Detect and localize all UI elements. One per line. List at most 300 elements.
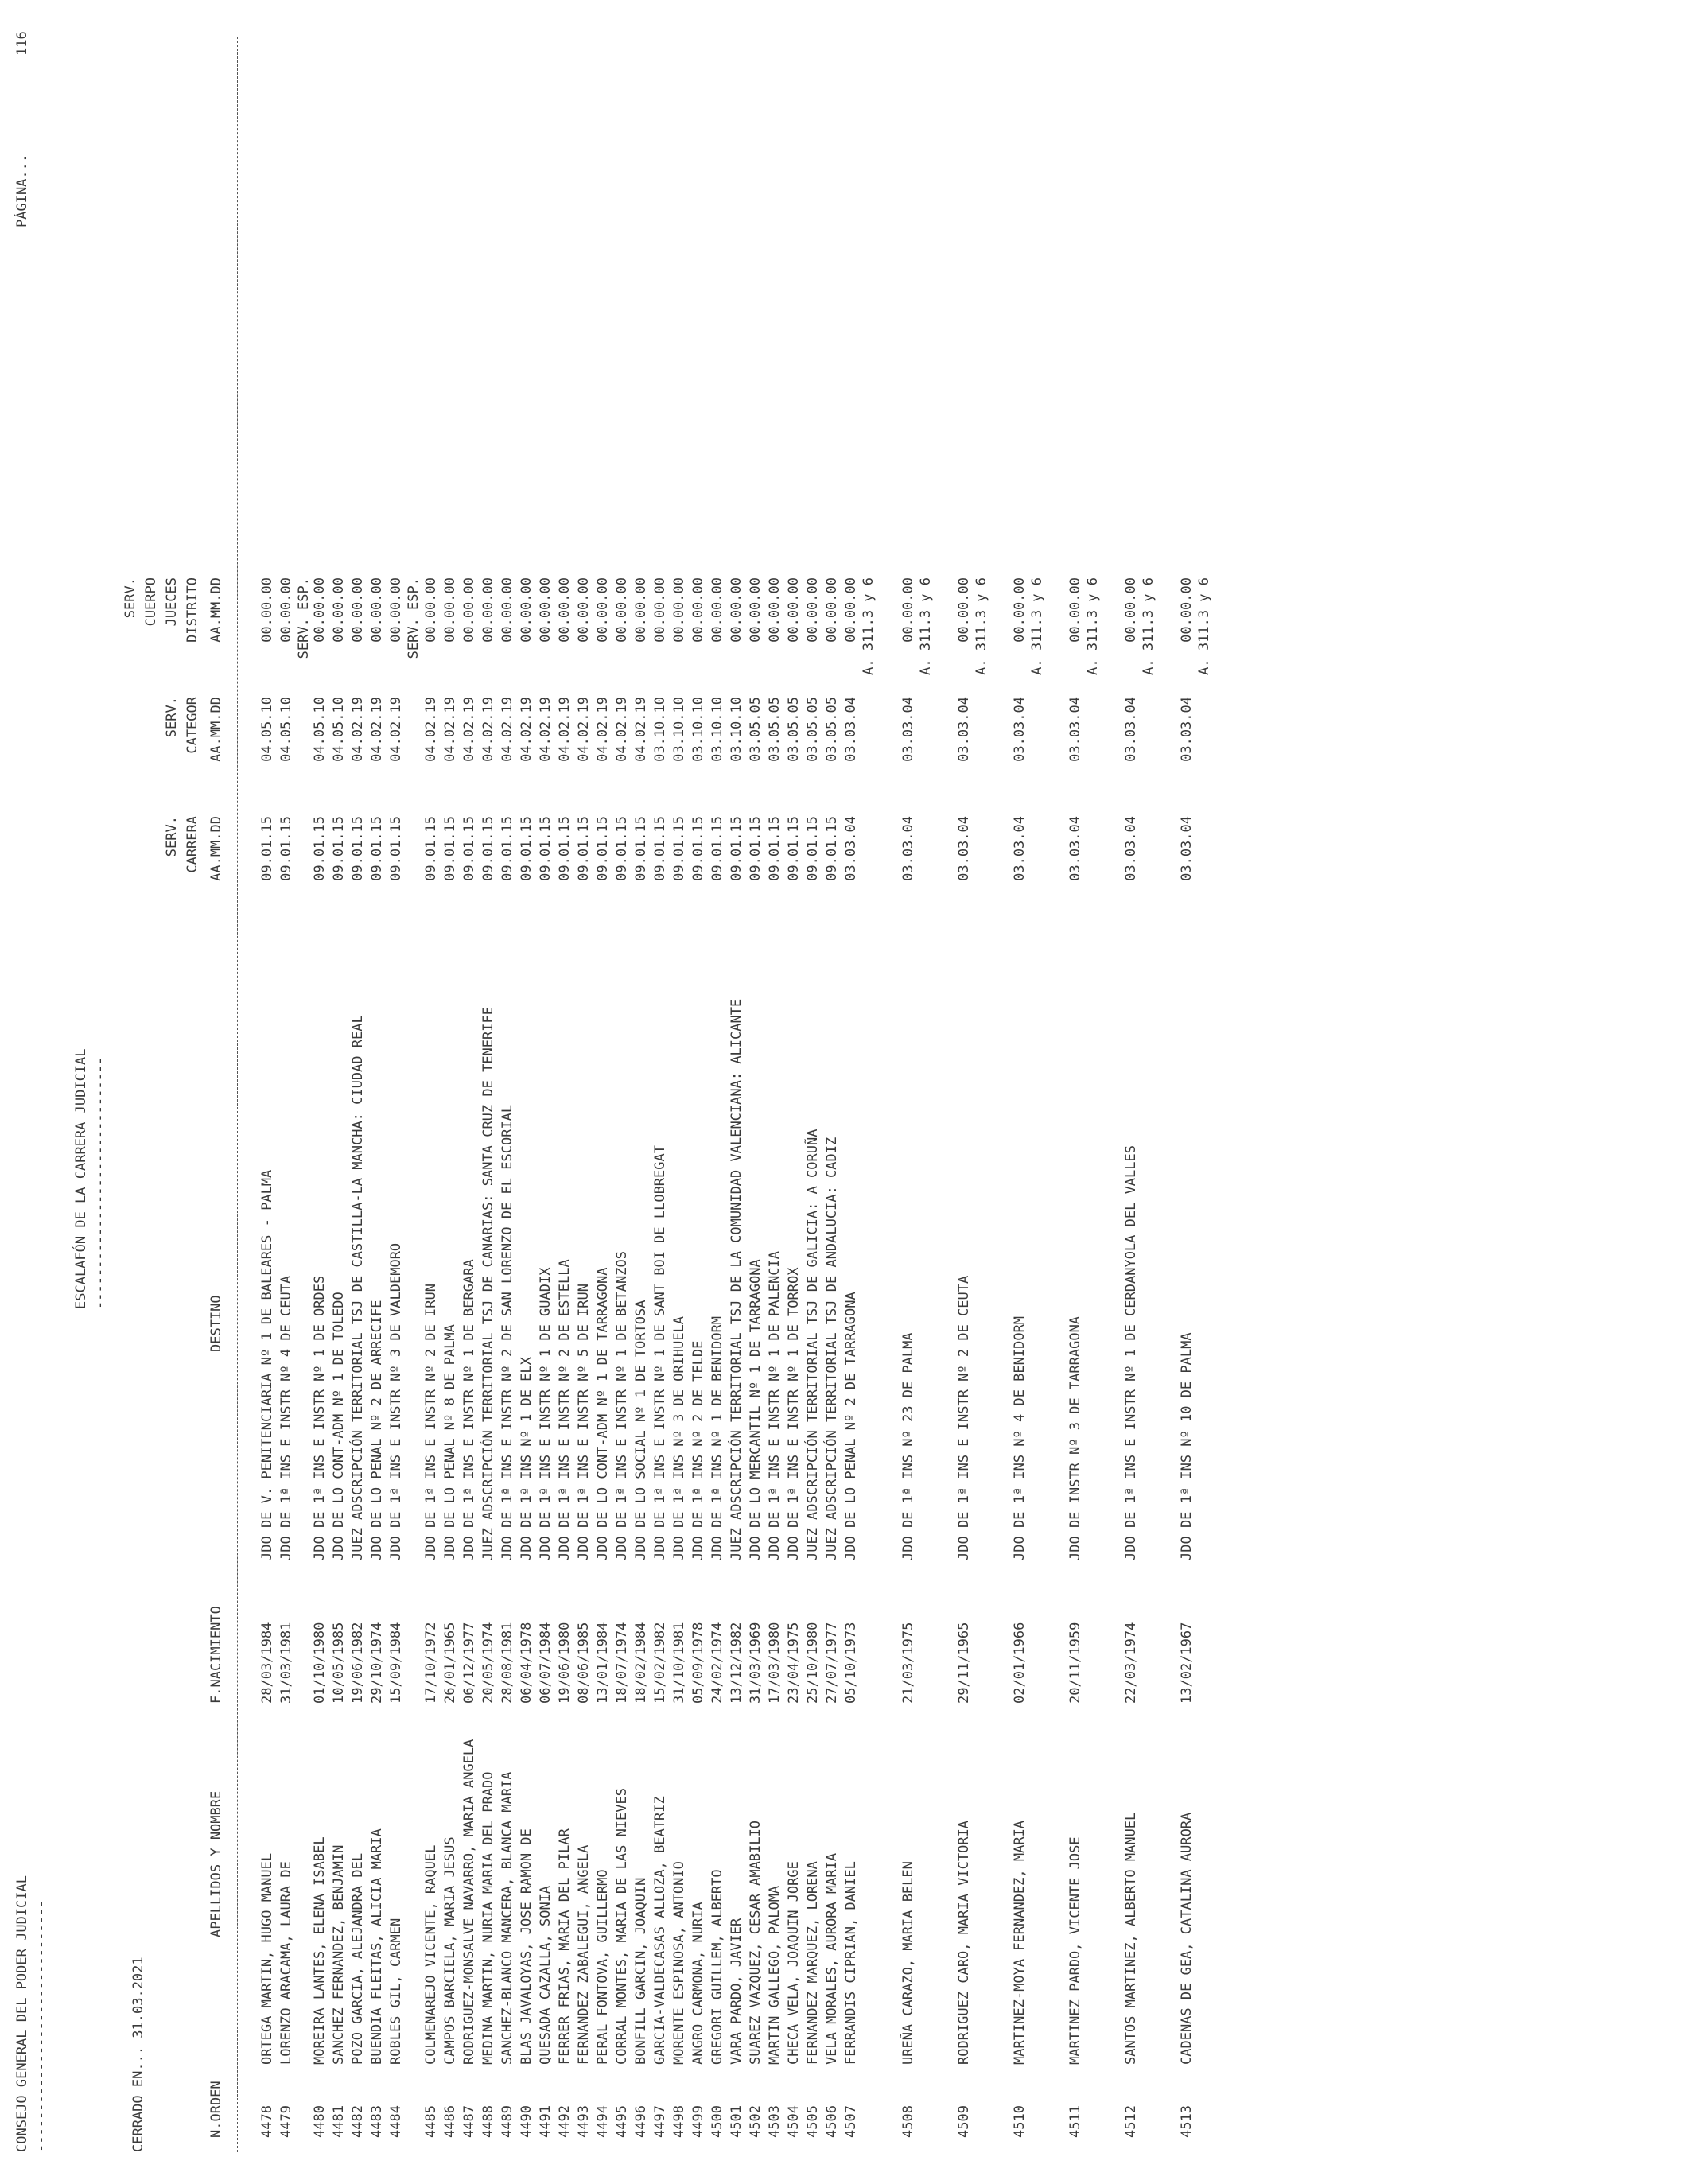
cell-dis: 00.00.00 [1179, 577, 1195, 643]
cell-dest: JDO DE LO CONT-ADM Nº 1 DE TOLEDO [331, 1292, 347, 1560]
cell-name: COLMENAREJO VICENTE, RAQUEL [423, 1844, 439, 2065]
cell-car: 09.01.15 [805, 816, 821, 881]
col-car-line2: CARRERA [185, 816, 200, 873]
cell-cat: 03.03.04 [843, 697, 859, 762]
cell-n: 4499 [690, 2105, 706, 2138]
cell-dest: JDO DE 1ª INS Nº 4 DE BENIDORM [1012, 1315, 1028, 1560]
cell-cat: 04.02.19 [461, 697, 477, 762]
cell-dest: JDO DE V. PENITENCIARIA Nº 1 DE BALEARES - PALMA [259, 1169, 275, 1560]
cell-cat: 03.03.04 [1067, 697, 1083, 762]
cell-dest: JDO DE 1ª INS Nº 3 DE ORIHUELA [671, 1315, 687, 1560]
cell-dis: 00.00.00 [767, 577, 783, 643]
cell-name: MARTINEZ-MOYA FERNANDEZ, MARIA [1012, 1820, 1028, 2065]
cell-dis: 00.00.00 [461, 577, 477, 643]
cell-dest: JDO DE 1ª INS E INSTR Nº 1 DE BERGARA [461, 1259, 477, 1560]
row-note: SERV. ESP. [296, 577, 312, 659]
cell-n: 4487 [461, 2105, 477, 2138]
cell-car: 09.01.15 [576, 816, 592, 881]
row-note: A. 311.3 y 6 [974, 577, 989, 675]
table-row [442, 0, 458, 2184]
cell-dest: JDO DE 1ª INS E INSTR Nº 3 DE VALDEMORO [388, 1242, 404, 1560]
cell-birth: 31/03/1981 [278, 1622, 294, 1704]
cell-dest: JUEZ ADSCRIPCIÓN TERRITORIAL TSJ DE CASTILLA-LA MANCHA: CIUDAD REAL [350, 1015, 366, 1560]
col-car-line3: AA.MM.DD [208, 816, 224, 881]
cell-cat: 03.03.04 [956, 697, 972, 762]
table-row [312, 0, 328, 2184]
cell-name: QUESADA CAZALLA, SONIA [538, 1885, 554, 2065]
cell-n: 4503 [767, 2105, 783, 2138]
cell-car: 09.01.15 [767, 816, 783, 881]
cell-dest: JDO DE LO PENAL Nº 2 DE ARRECIFE [369, 1300, 385, 1560]
cell-name: RODRIGUEZ-MONSALVE NAVARRO, MARIA ANGELA [461, 1739, 477, 2065]
cell-n: 4491 [538, 2105, 554, 2138]
cell-n: 4509 [956, 2105, 972, 2138]
org-underline: ------------------------------- [33, 1899, 49, 2152]
cell-dis: 00.00.00 [312, 577, 328, 643]
cell-birth: 02/01/1966 [1012, 1622, 1028, 1704]
cell-n: 4493 [576, 2105, 592, 2138]
table-row [671, 0, 687, 2184]
cell-car: 09.01.15 [786, 816, 802, 881]
cell-n: 4512 [1123, 2105, 1139, 2138]
cell-birth: 15/02/1982 [652, 1622, 668, 1704]
cell-birth: 08/06/1985 [576, 1622, 592, 1704]
cell-name: FERRER FRIAS, MARIA DEL PILAR [557, 1828, 573, 2065]
cell-n: 4505 [805, 2105, 821, 2138]
col-car-line1: SERV. [164, 816, 180, 857]
cell-dis: 00.00.00 [690, 577, 706, 643]
cell-dis: 00.00.00 [843, 577, 859, 643]
cell-cat: 04.05.10 [312, 697, 328, 762]
cell-car: 09.01.15 [729, 816, 744, 881]
cell-name: VARA PARDO, JAVIER [729, 1918, 744, 2065]
cell-dest: JDO DE 1ª INS E INSTR Nº 4 DE CEUTA [278, 1275, 294, 1560]
cell-cat: 03.10.10 [709, 697, 725, 762]
cell-cat: 03.10.10 [729, 697, 744, 762]
cell-dis: 00.00.00 [824, 577, 840, 643]
cell-cat: 03.05.05 [824, 697, 840, 762]
cell-car: 09.01.15 [312, 816, 328, 881]
cell-n: 4480 [312, 2105, 328, 2138]
cell-n: 4501 [729, 2105, 744, 2138]
cell-car: 09.01.15 [538, 816, 554, 881]
cell-birth: 21/03/1975 [900, 1622, 916, 1704]
cell-dis: 00.00.00 [900, 577, 916, 643]
page-number: 116 [14, 31, 30, 56]
cell-dis: 00.00.00 [369, 577, 385, 643]
cell-birth: 06/07/1984 [538, 1622, 554, 1704]
col-dis-line3: DISTRITO [185, 577, 200, 643]
cell-dest: JDO DE 1ª INS E INSTR Nº 1 DE CERDANYOLA DEL VALLES [1123, 1145, 1139, 1560]
cell-cat: 04.02.19 [614, 697, 630, 762]
cell-birth: 24/02/1974 [709, 1622, 725, 1704]
cell-dis: 00.00.00 [805, 577, 821, 643]
cell-dis: 00.00.00 [500, 577, 515, 643]
cell-dis: 00.00.00 [652, 577, 668, 643]
table-row [480, 0, 496, 2184]
cell-dest: JDO DE LO SOCIAL Nº 1 DE TORTOSA [633, 1300, 649, 1560]
cell-cat: 03.10.10 [690, 697, 706, 762]
table-row [824, 0, 840, 2184]
table-row [576, 0, 592, 2184]
cell-dis: 00.00.00 [1067, 577, 1083, 643]
cell-n: 4495 [614, 2105, 630, 2138]
cell-n: 4513 [1179, 2105, 1195, 2138]
cell-car: 03.03.04 [1179, 816, 1195, 881]
cell-car: 09.01.15 [671, 816, 687, 881]
cell-birth: 26/01/1965 [442, 1622, 458, 1704]
cell-name: MEDINA MARTIN, NURIA MARIA DEL PRADO [480, 1771, 496, 2065]
table-row [690, 0, 706, 2184]
col-cat-line3: AA.MM.DD [208, 697, 224, 762]
cell-dis: 00.00.00 [519, 577, 535, 643]
table-row [461, 0, 477, 2184]
cell-n: 4496 [633, 2105, 649, 2138]
page-label: PÁGINA... [14, 154, 30, 227]
cell-birth: 31/03/1969 [748, 1622, 764, 1704]
cell-car: 09.01.15 [614, 816, 630, 881]
table-row [595, 0, 611, 2184]
cell-dis: 00.00.00 [538, 577, 554, 643]
table-row [1123, 0, 1139, 2184]
cell-birth: 10/05/1985 [331, 1622, 347, 1704]
cell-car: 03.03.04 [843, 816, 859, 881]
col-cat-line2: CATEGOR [185, 697, 200, 754]
cell-dest: JDO DE 1ª INS E INSTR Nº 1 DE GUADIX [538, 1267, 554, 1560]
cell-name: SUAREZ VAZQUEZ, CESAR AMABILIO [748, 1820, 764, 2065]
table-row [767, 0, 783, 2184]
cell-car: 03.03.04 [1067, 816, 1083, 881]
cell-n: 4497 [652, 2105, 668, 2138]
table-row [786, 0, 802, 2184]
cell-dest: JUEZ ADSCRIPCIÓN TERRITORIAL TSJ DE GALICIA: A CORUÑA [805, 1129, 821, 1560]
cell-dest: JUEZ ADSCRIPCIÓN TERRITORIAL TSJ DE CANARIAS: SANTA CRUZ DE TENERIFE [480, 1007, 496, 1560]
cell-dis: 00.00.00 [259, 577, 275, 643]
cell-dis: 00.00.00 [423, 577, 439, 643]
cell-dest: JDO DE LO PENAL Nº 2 DE TARRAGONA [843, 1292, 859, 1560]
cell-n: 4486 [442, 2105, 458, 2138]
cell-birth: 29/11/1965 [956, 1622, 972, 1704]
cell-dis: 00.00.00 [278, 577, 294, 643]
cell-dis: 00.00.00 [786, 577, 802, 643]
cell-cat: 03.05.05 [805, 697, 821, 762]
cell-name: BUENDIA FLEITAS, ALICIA MARIA [369, 1828, 385, 2065]
cell-name: MARTINEZ PARDO, VICENTE JOSE [1067, 1836, 1083, 2065]
cell-n: 4483 [369, 2105, 385, 2138]
cell-name: SANTOS MARTINEZ, ALBERTO MANUEL [1123, 1812, 1139, 2065]
table-row [331, 0, 347, 2184]
cell-dest: JDO DE LO PENAL Nº 8 DE PALMA [442, 1324, 458, 1560]
cell-cat: 04.02.19 [633, 697, 649, 762]
table-row [805, 0, 821, 2184]
cell-cat: 04.02.19 [423, 697, 439, 762]
cell-n: 4478 [259, 2105, 275, 2138]
cell-car: 09.01.15 [480, 816, 496, 881]
cell-dis: 00.00.00 [956, 577, 972, 643]
cell-dest: JDO DE 1ª INS Nº 2 DE TELDE [690, 1340, 706, 1560]
cell-name: CADENAS DE GEA, CATALINA AURORA [1179, 1812, 1195, 2065]
cell-birth: 06/12/1977 [461, 1622, 477, 1704]
cell-n: 4498 [671, 2105, 687, 2138]
cell-car: 09.01.15 [388, 816, 404, 881]
cell-dest: JDO DE 1ª INS E INSTR Nº 1 DE TORROX [786, 1267, 802, 1560]
cell-dis: 00.00.00 [748, 577, 764, 643]
table-row [956, 0, 972, 2184]
page-title: ESCALAFÓN DE LA CARRERA JUDICIAL [73, 1048, 89, 1309]
cell-n: 4506 [824, 2105, 840, 2138]
cell-dest: JDO DE LO CONT-ADM Nº 1 DE TARRAGONA [595, 1267, 611, 1560]
cell-cat: 03.03.04 [900, 697, 916, 762]
cell-birth: 05/09/1978 [690, 1622, 706, 1704]
table-row [843, 0, 859, 2184]
cell-name: FERNANDEZ ZABALEGUI, ANGELA [576, 1844, 592, 2065]
cell-dest: JDO DE 1ª INS Nº 1 DE ELX [519, 1357, 535, 1560]
cell-car: 09.01.15 [259, 816, 275, 881]
cell-birth: 27/07/1977 [824, 1622, 840, 1704]
cell-cat: 03.05.05 [786, 697, 802, 762]
cell-cat: 04.05.10 [259, 697, 275, 762]
cell-n: 4511 [1067, 2105, 1083, 2138]
cell-birth: 29/10/1974 [369, 1622, 385, 1704]
cell-car: 09.01.15 [709, 816, 725, 881]
cell-car: 03.03.04 [1012, 816, 1028, 881]
table-row [519, 0, 535, 2184]
cell-cat: 03.10.10 [671, 697, 687, 762]
title-underline: ------------------------------- [92, 1056, 108, 1309]
cell-name: FERNANDEZ MARQUEZ, LORENA [805, 1861, 821, 2065]
cell-n: 4510 [1012, 2105, 1028, 2138]
cell-n: 4494 [595, 2105, 611, 2138]
cell-n: 4507 [843, 2105, 859, 2138]
cell-n: 4508 [900, 2105, 916, 2138]
cell-dis: 00.00.00 [350, 577, 366, 643]
table-row [423, 0, 439, 2184]
cell-cat: 04.02.19 [519, 697, 535, 762]
cell-name: ANGRO CARMONA, NURIA [690, 1902, 706, 2065]
cell-dis: 00.00.00 [1123, 577, 1139, 643]
cell-birth: 23/04/1975 [786, 1622, 802, 1704]
cell-birth: 17/03/1980 [767, 1622, 783, 1704]
cell-name: GREGORI GUILLEM, ALBERTO [709, 1869, 725, 2065]
cell-name: ROBLES GIL, CARMEN [388, 1918, 404, 2065]
cell-name: VELA MORALES, AURORA MARIA [824, 1852, 840, 2065]
cell-birth: 18/07/1974 [614, 1622, 630, 1704]
table-row [388, 0, 404, 2184]
cell-n: 4485 [423, 2105, 439, 2138]
cell-dest: JDO DE 1ª INS E INSTR Nº 1 DE SANT BOI DE LLOBREGAT [652, 1145, 668, 1560]
cell-name: BONFILL GARCIN, JOAQUIN [633, 1877, 649, 2065]
cell-dis: 00.00.00 [1012, 577, 1028, 643]
cell-n: 4500 [709, 2105, 725, 2138]
cell-car: 09.01.15 [652, 816, 668, 881]
cell-cat: 03.10.10 [652, 697, 668, 762]
table-row [652, 0, 668, 2184]
cell-name: SANCHEZ FERNANDEZ, BENJAMIN [331, 1844, 347, 2065]
cell-birth: 13/02/1967 [1179, 1622, 1195, 1704]
cell-birth: 17/10/1972 [423, 1622, 439, 1704]
cell-dest: JDO DE 1ª INS E INSTR Nº 1 DE ORDES [312, 1275, 328, 1560]
cell-name: MORENTE ESPINOSA, ANTONIO [671, 1861, 687, 2065]
cell-birth: 06/04/1978 [519, 1622, 535, 1704]
cell-cat: 03.03.04 [1012, 697, 1028, 762]
cell-n: 4488 [480, 2105, 496, 2138]
col-dest: DESTINO [208, 1295, 224, 1352]
cell-car: 09.01.15 [519, 816, 535, 881]
cell-n: 4504 [786, 2105, 802, 2138]
cell-dest: JDO DE 1ª INS E INSTR Nº 2 DE ESTELLA [557, 1259, 573, 1560]
cell-birth: 22/03/1974 [1123, 1622, 1139, 1704]
table-row [614, 0, 630, 2184]
col-dis-line4: AA.MM.DD [208, 577, 224, 643]
cell-birth: 25/10/1980 [805, 1622, 821, 1704]
cell-name: BLAS JAVALOYAS, JOSE RAMON DE [519, 1828, 535, 2065]
cell-birth: 28/08/1981 [500, 1622, 515, 1704]
cell-car: 09.01.15 [748, 816, 764, 881]
cell-birth: 19/06/1980 [557, 1622, 573, 1704]
cell-birth: 13/12/1982 [729, 1622, 744, 1704]
row-note: A. 311.3 y 6 [1196, 577, 1212, 675]
cell-birth: 20/11/1959 [1067, 1622, 1083, 1704]
cell-dest: JDO DE 1ª INS E INSTR Nº 2 DE IRUN [423, 1284, 439, 1560]
table-row [259, 0, 275, 2184]
cell-car: 09.01.15 [557, 816, 573, 881]
cell-dest: JDO DE 1ª INS E INSTR Nº 1 DE BETANZOS [614, 1251, 630, 1560]
cell-name: CAMPOS BARCIELA, MARIA JESUS [442, 1836, 458, 2065]
cell-n: 4490 [519, 2105, 535, 2138]
cell-name: GARCIA-VALDECASAS ALLOZA, BEATRIZ [652, 1796, 668, 2065]
cell-cat: 04.02.19 [388, 697, 404, 762]
col-birth: F.NACIMIENTO [208, 1606, 224, 1704]
table-row [557, 0, 573, 2184]
row-note: A. 311.3 y 6 [861, 577, 877, 675]
cell-cat: 04.02.19 [500, 697, 515, 762]
cell-cat: 04.02.19 [442, 697, 458, 762]
table-row [709, 0, 725, 2184]
cell-dest: JDO DE 1ª INS E INSTR Nº 1 DE PALENCIA [767, 1251, 783, 1560]
cell-car: 09.01.15 [331, 816, 347, 881]
cell-dis: 00.00.00 [576, 577, 592, 643]
cell-car: 09.01.15 [824, 816, 840, 881]
cell-dest: JDO DE INSTR Nº 3 DE TARRAGONA [1067, 1315, 1083, 1560]
cell-n: 4489 [500, 2105, 515, 2138]
cell-birth: 05/10/1973 [843, 1622, 859, 1704]
cell-name: ORTEGA MARTIN, HUGO MANUEL [259, 1852, 275, 2065]
cell-dest: JDO DE LO MERCANTIL Nº 1 DE TARRAGONA [748, 1259, 764, 1560]
cell-car: 09.01.15 [369, 816, 385, 881]
closed-date: CERRADO EN... 31.03.2021 [130, 1957, 146, 2152]
cell-cat: 04.02.19 [369, 697, 385, 762]
table-row [633, 0, 649, 2184]
cell-cat: 03.03.04 [1123, 697, 1139, 762]
cell-dis: 00.00.00 [671, 577, 687, 643]
cell-cat: 04.02.19 [595, 697, 611, 762]
cell-car: 09.01.15 [633, 816, 649, 881]
table-row [748, 0, 764, 2184]
row-note: A. 311.3 y 6 [918, 577, 934, 675]
cell-car: 09.01.15 [690, 816, 706, 881]
cell-dis: 00.00.00 [557, 577, 573, 643]
col-order: N.ORDEN [208, 2081, 224, 2138]
table-row [278, 0, 294, 2184]
cell-name: LORENZO ARACAMA, LAURA DE [278, 1861, 294, 2065]
table-row [350, 0, 366, 2184]
table-row [538, 0, 554, 2184]
cell-dis: 00.00.00 [388, 577, 404, 643]
col-cat-line1: SERV. [164, 697, 180, 738]
row-note: SERV. ESP. [406, 577, 422, 659]
cell-birth: 20/05/1974 [480, 1622, 496, 1704]
cell-dest: JDO DE 1ª INS E INSTR Nº 2 DE SAN LORENZO DE EL ESCORIAL [500, 1104, 515, 1560]
cell-dest: JUEZ ADSCRIPCIÓN TERRITORIAL TSJ DE ANDALUCIA: CADIZ [824, 1137, 840, 1560]
cell-dis: 00.00.00 [614, 577, 630, 643]
cell-name: FERRANDIS CIPRIAN, DANIEL [843, 1861, 859, 2065]
cell-dest: JDO DE 1ª INS Nº 10 DE PALMA [1179, 1332, 1195, 1560]
cell-dis: 00.00.00 [331, 577, 347, 643]
cell-dest: JDO DE 1ª INS E INSTR Nº 2 DE CEUTA [956, 1275, 972, 1560]
table-row [1067, 0, 1083, 2184]
cell-n: 4502 [748, 2105, 764, 2138]
cell-cat: 03.05.05 [767, 697, 783, 762]
table-row [369, 0, 385, 2184]
cell-cat: 04.02.19 [350, 697, 366, 762]
cell-cat: 04.02.19 [480, 697, 496, 762]
cell-birth: 18/02/1984 [633, 1622, 649, 1704]
cell-dest: JDO DE 1ª INS Nº 1 DE BENIDORM [709, 1315, 725, 1560]
cell-name: SANCHEZ-BLANCO MANCERA, BLANCA MARIA [500, 1771, 515, 2065]
table-row [500, 0, 515, 2184]
cell-name: MARTIN GALLEGO, PALOMA [767, 1885, 783, 2065]
table-row [1012, 0, 1028, 2184]
row-note: A. 311.3 y 6 [1085, 577, 1101, 675]
cell-birth: 15/09/1984 [388, 1622, 404, 1704]
cell-car: 03.03.04 [956, 816, 972, 881]
cell-name: MOREIRA LANTES, ELENA ISABEL [312, 1836, 328, 2065]
cell-car: 09.01.15 [461, 816, 477, 881]
cell-dis: 00.00.00 [729, 577, 744, 643]
cell-car: 09.01.15 [278, 816, 294, 881]
table-row [900, 0, 916, 2184]
cell-n: 4481 [331, 2105, 347, 2138]
cell-dest: JUEZ ADSCRIPCIÓN TERRITORIAL TSJ DE LA COMUNIDAD VALENCIANA: ALICANTE [729, 998, 744, 1560]
cell-name: CORRAL MONTES, MARIA DE LAS NIEVES [614, 1788, 630, 2065]
cell-dis: 00.00.00 [480, 577, 496, 643]
cell-birth: 13/01/1984 [595, 1622, 611, 1704]
cell-cat: 04.05.10 [278, 697, 294, 762]
col-dis-line0: SERV. [122, 577, 138, 619]
cell-dis: 00.00.00 [709, 577, 725, 643]
cell-dis: 00.00.00 [442, 577, 458, 643]
cell-dis: 00.00.00 [595, 577, 611, 643]
row-note: A. 311.3 y 6 [1141, 577, 1156, 675]
cell-name: CHECA VELA, JOAQUIN JORGE [786, 1861, 802, 2065]
cell-n: 4492 [557, 2105, 573, 2138]
cell-n: 4479 [278, 2105, 294, 2138]
cell-car: 09.01.15 [595, 816, 611, 881]
cell-cat: 04.02.19 [538, 697, 554, 762]
cell-n: 4482 [350, 2105, 366, 2138]
cell-name: PERAL FONTOVA, GUILLERMO [595, 1869, 611, 2065]
cell-birth: 19/06/1982 [350, 1622, 366, 1704]
cell-name: UREÑA CARAZO, MARIA BELEN [900, 1861, 916, 2065]
cell-cat: 03.05.05 [748, 697, 764, 762]
col-dis-line1: CUERPO [143, 577, 159, 627]
cell-name: POZO GARCIA, ALEJANDRA DEL [350, 1852, 366, 2065]
col-dis-line2: JUECES [164, 577, 180, 627]
cell-n: 4484 [388, 2105, 404, 2138]
cell-car: 03.03.04 [1123, 816, 1139, 881]
header-rule [237, 37, 238, 2152]
cell-cat: 03.03.04 [1179, 697, 1195, 762]
